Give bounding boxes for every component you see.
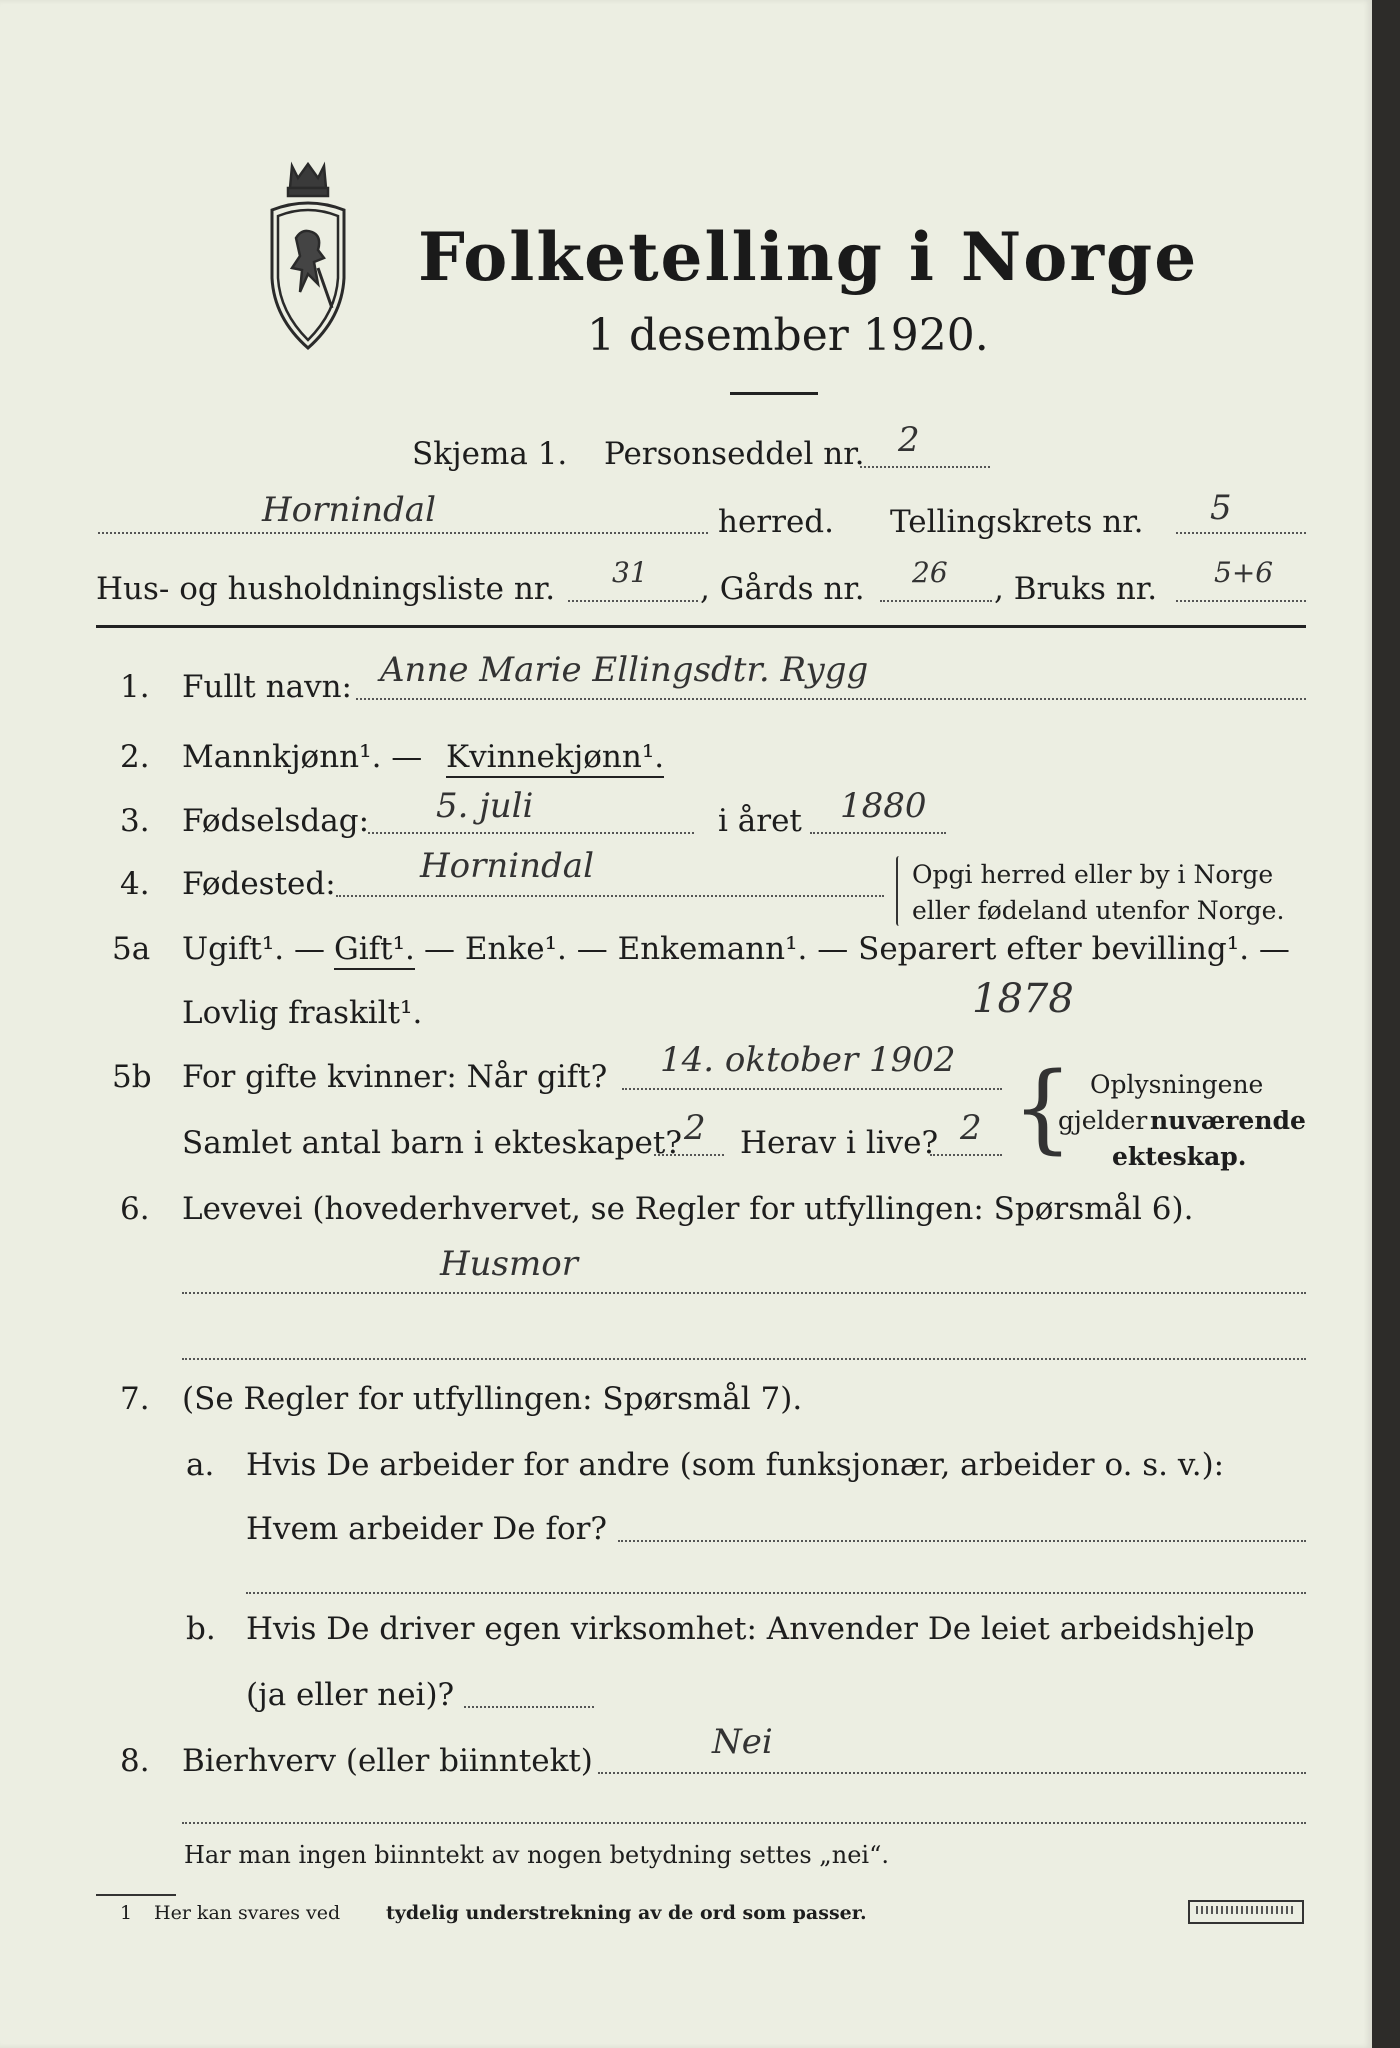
q5a-gift: Gift¹.	[334, 930, 415, 970]
q4-note-2: eller fødeland utenfor Norge.	[912, 896, 1285, 925]
q5a-number: 5a	[112, 931, 151, 967]
q6-field-1	[182, 1292, 1306, 1294]
q4-note-1: Opgi herred eller by i Norge	[912, 860, 1274, 889]
q5b-label: For gifte kvinner: Når gift?	[182, 1059, 608, 1095]
q2-number: 2.	[120, 739, 150, 775]
q3-year-field	[810, 832, 946, 834]
header-separator	[96, 625, 1306, 628]
footnote-divider	[96, 1894, 176, 1896]
q5b-note-2b: nuværende	[1150, 1106, 1306, 1135]
q5b-barn-value: 2	[684, 1108, 706, 1148]
q1-value: Anne Marie Ellingsdtr. Rygg	[380, 650, 869, 690]
herred-label: herred.	[718, 504, 834, 540]
footnote-number: 1	[120, 1902, 133, 1924]
census-date: 1 desember 1920.	[587, 310, 989, 361]
printer-stamp	[1188, 1900, 1304, 1924]
q6-number: 6.	[120, 1191, 150, 1227]
husliste-field	[568, 600, 698, 602]
q4-number: 4.	[120, 866, 150, 902]
q1-field	[356, 698, 1306, 700]
title-divider	[730, 392, 818, 395]
gards-value: 26	[912, 556, 948, 589]
q2-male: Mannkjønn¹. —	[182, 739, 423, 775]
q5a-fraskilt: Lovlig fraskilt¹.	[182, 995, 423, 1031]
footnote-text-a: Her kan svares ved	[154, 1902, 341, 1924]
q7a-field-1	[618, 1540, 1306, 1542]
form-title: Folketelling i Norge	[418, 218, 1199, 296]
husliste-label: Hus- og husholdningsliste nr.	[96, 571, 556, 607]
q7b-question: (ja eller nei)?	[246, 1677, 455, 1713]
q5b-value: 14. oktober 1902	[660, 1040, 956, 1080]
q5b-number: 5b	[112, 1059, 152, 1095]
q5b-live-field	[930, 1154, 1002, 1156]
q5b-live-value: 2	[960, 1108, 982, 1148]
q4-value: Hornindal	[420, 846, 594, 886]
q7a-question: Hvem arbeider De for?	[246, 1511, 608, 1547]
q1-label: Fullt navn:	[182, 669, 352, 705]
q5b-barn-label: Samlet antal barn i ekteskapet?	[182, 1125, 682, 1161]
herred-value: Hornindal	[262, 490, 436, 530]
q5b-barn-field	[654, 1154, 724, 1156]
herred-field	[98, 532, 708, 534]
norway-coat-of-arms-icon	[262, 158, 354, 354]
q5a-ugift: Ugift¹. —	[182, 931, 325, 967]
personseddel-label: Personseddel nr.	[604, 436, 865, 472]
gards-field	[880, 600, 992, 602]
q8-field	[598, 1772, 1306, 1774]
q5b-note-3: ekteskap.	[1112, 1142, 1247, 1171]
q5b-field	[622, 1088, 1002, 1090]
q7a-field-2	[246, 1592, 1306, 1594]
q6-value: Husmor	[440, 1244, 578, 1284]
q3-field	[368, 832, 694, 834]
gards-label: , Gårds nr.	[700, 571, 865, 607]
bruks-value: 5+6	[1214, 556, 1274, 589]
q4-bracket	[896, 856, 902, 926]
q4-field	[336, 895, 884, 897]
tellingskrets-label: Tellingskrets nr.	[890, 504, 1144, 540]
husliste-value: 31	[612, 556, 648, 589]
q4-label: Fødested:	[182, 866, 336, 902]
q7b-field	[464, 1706, 594, 1708]
bruks-label: , Bruks nr.	[994, 571, 1158, 607]
footnote-text-b: tydelig understrekning av de ord som passer.	[386, 1902, 867, 1924]
tellingskrets-value: 5	[1210, 488, 1232, 528]
tellingskrets-field	[1176, 532, 1306, 534]
q3-year-label: i året	[718, 803, 802, 839]
scan-edge	[1372, 0, 1400, 2048]
q7a-letter: a.	[186, 1447, 215, 1483]
q2-female: Kvinnekjønn¹.	[446, 738, 664, 778]
q7-label: (Se Regler for utfyllingen: Spørsmål 7).	[182, 1381, 803, 1417]
q7b-text: Hvis De driver egen virksomhet: Anvender De leiet arbeidshjelp	[246, 1611, 1255, 1647]
q7b-letter: b.	[186, 1611, 216, 1647]
q3-label: Fødselsdag:	[182, 803, 370, 839]
q8-label: Bierhverv (eller biinntekt)	[182, 1743, 593, 1779]
personseddel-field	[860, 466, 990, 468]
q5b-note-2a: gjelder	[1058, 1106, 1148, 1135]
q3-number: 3.	[120, 803, 150, 839]
q7-number: 7.	[120, 1381, 150, 1417]
q1-number: 1.	[120, 669, 150, 705]
q5a-handwritten: 1878	[972, 976, 1074, 1022]
q3-value: 5. juli	[436, 786, 534, 826]
bruks-field	[1176, 600, 1306, 602]
q3-year-value: 1880	[840, 786, 927, 826]
personseddel-value: 2	[898, 420, 920, 460]
q8-field-2	[182, 1822, 1306, 1824]
footer-note: Har man ingen biinntekt av nogen betydning settes „nei“.	[184, 1841, 889, 1869]
q5a-other-options: — Enke¹. — Enkemann¹. — Separert efter bevilling¹. —	[424, 931, 1290, 967]
q8-value: Nei	[712, 1722, 773, 1762]
q5b-live-label: Herav i live?	[740, 1125, 939, 1161]
q5b-brace: {	[1012, 1052, 1074, 1164]
q5b-note-1: Oplysningene	[1090, 1070, 1264, 1099]
q7a-text: Hvis De arbeider for andre (som funksjonær, arbeider o. s. v.):	[246, 1447, 1225, 1483]
q8-number: 8.	[120, 1743, 150, 1779]
q6-field-2	[182, 1358, 1306, 1360]
skjema-label: Skjema 1.	[412, 436, 568, 472]
q6-label: Levevei (hovederhvervet, se Regler for utfyllingen: Spørsmål 6).	[182, 1191, 1194, 1227]
